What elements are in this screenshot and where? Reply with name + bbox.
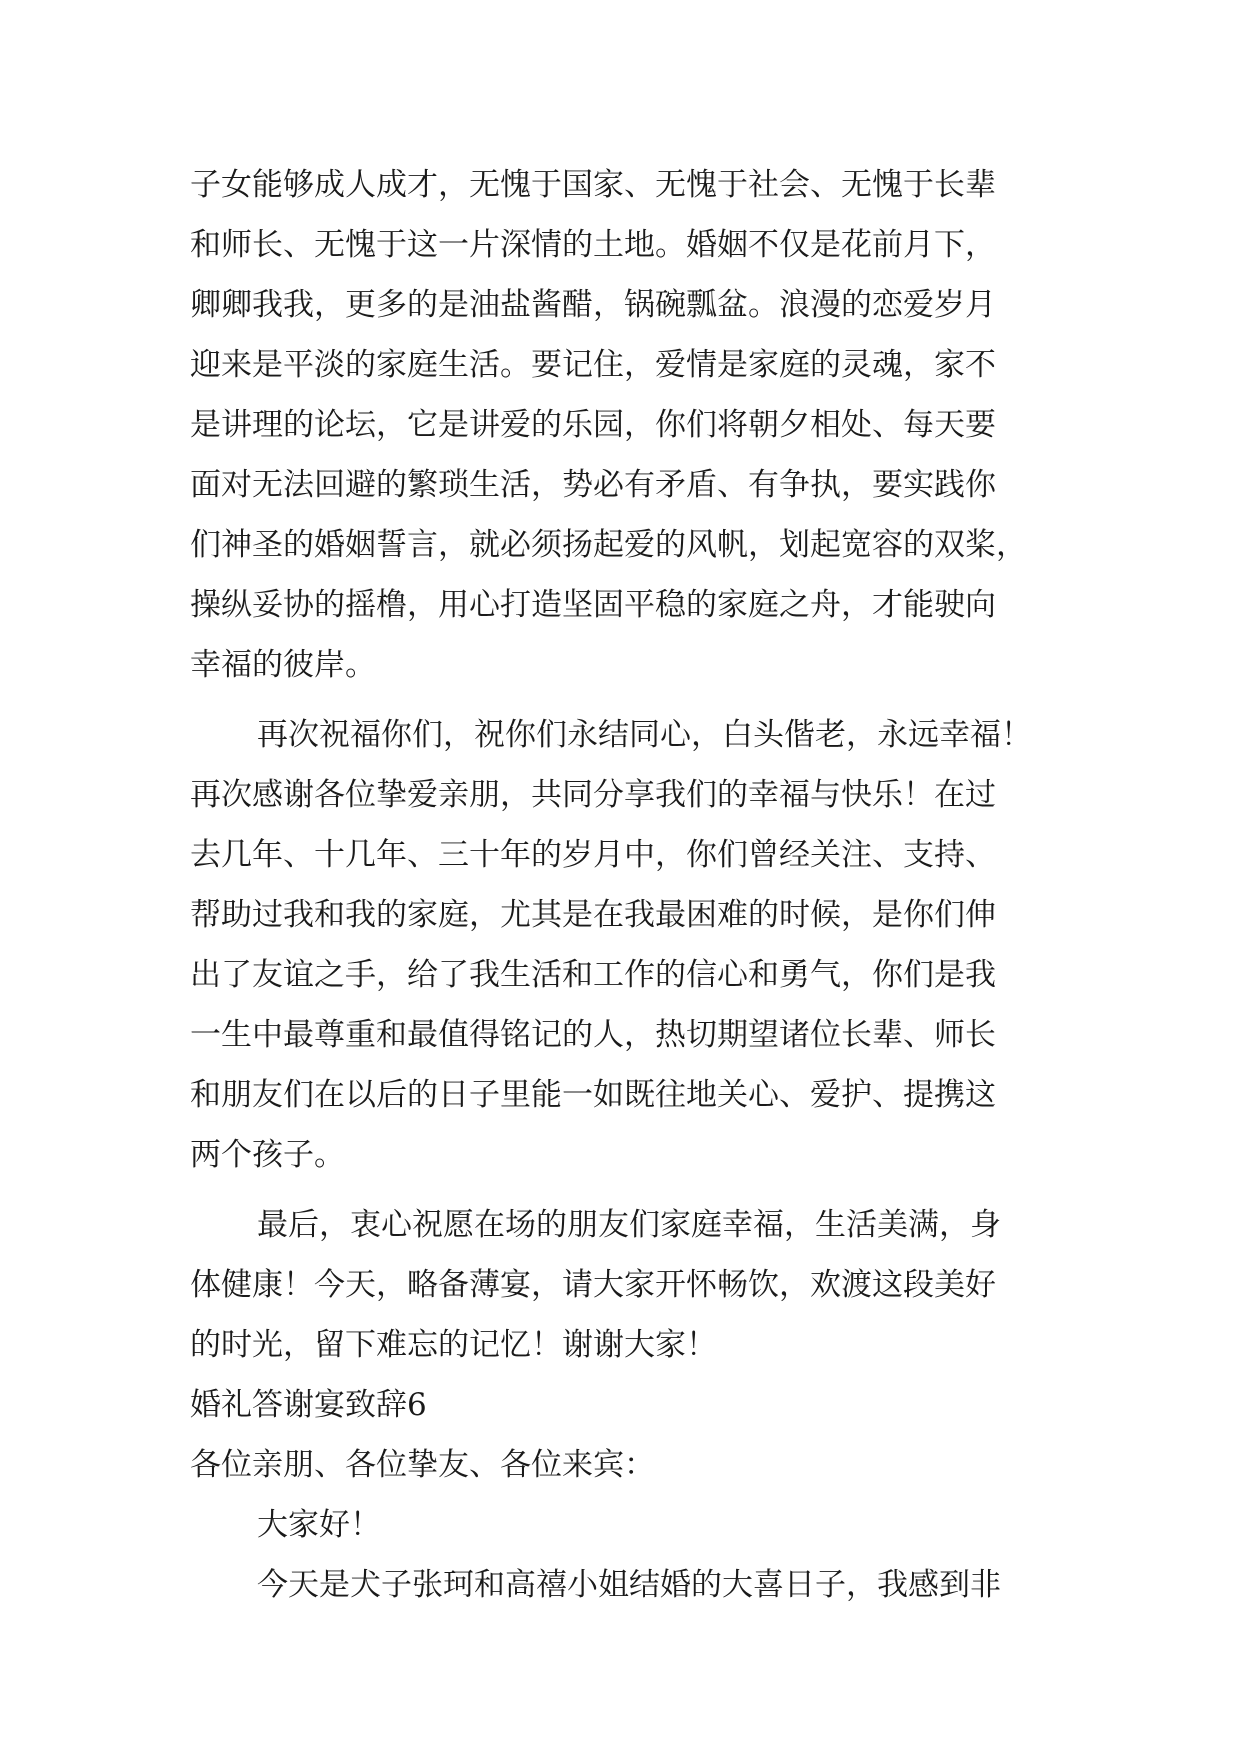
text-line: 再次感谢各位挚爱亲朋，共同分享我们的幸福与快乐！在过 [190,777,996,813]
paragraph-first-line: 最后，衷心祝愿在场的朋友们家庭幸福，生活美满，身 [257,1207,1001,1243]
text-line: 操纵妥协的摇橹，用心打造坚固平稳的家庭之舟，才能驶向 [190,587,996,623]
text-line: 子女能够成人成才，无愧于国家、无愧于社会、无愧于长辈 [190,167,996,203]
text-line: 出了友谊之手，给了我生活和工作的信心和勇气，你们是我 [190,957,996,993]
text-line: 幸福的彼岸。 [190,647,376,683]
text-line: 们神圣的婚姻誓言，就必须扬起爱的风帆，划起宽容的双桨， [190,527,1027,563]
text-line: 卿卿我我，更多的是油盐酱醋，锅碗瓢盆。浪漫的恋爱岁月 [190,287,996,323]
section-heading: 婚礼答谢宴致辞6 [190,1387,427,1423]
text-line: 一生中最尊重和最值得铭记的人，热切期望诸位长辈、师长 [190,1017,996,1053]
paragraph-first-line: 再次祝福你们，祝你们永结同心，白头偕老，永远幸福！ [257,717,1032,753]
text-line: 两个孩子。 [190,1137,345,1173]
greeting: 大家好！ [257,1507,381,1543]
paragraph-first-line: 今天是犬子张珂和高禧小姐结婚的大喜日子，我感到非 [257,1567,1001,1603]
text-line: 迎来是平淡的家庭生活。要记住，爱情是家庭的灵魂，家不 [190,347,996,383]
text-line: 体健康！今天，略备薄宴，请大家开怀畅饮，欢渡这段美好 [190,1267,996,1303]
text-line: 去几年、十几年、三十年的岁月中，你们曾经关注、支持、 [190,837,996,873]
text-line: 和师长、无愧于这一片深情的土地。婚姻不仅是花前月下， [190,227,996,263]
text-line: 是讲理的论坛，它是讲爱的乐园，你们将朝夕相处、每天要 [190,407,996,443]
text-line: 面对无法回避的繁琐生活，势必有矛盾、有争执，要实践你 [190,467,996,503]
text-line: 帮助过我和我的家庭，尤其是在我最困难的时候，是你们伸 [190,897,996,933]
text-line: 的时光，留下难忘的记忆！谢谢大家！ [190,1327,717,1363]
text-line: 和朋友们在以后的日子里能一如既往地关心、爱护、提携这 [190,1077,996,1113]
salutation: 各位亲朋、各位挚友、各位来宾： [190,1447,655,1483]
